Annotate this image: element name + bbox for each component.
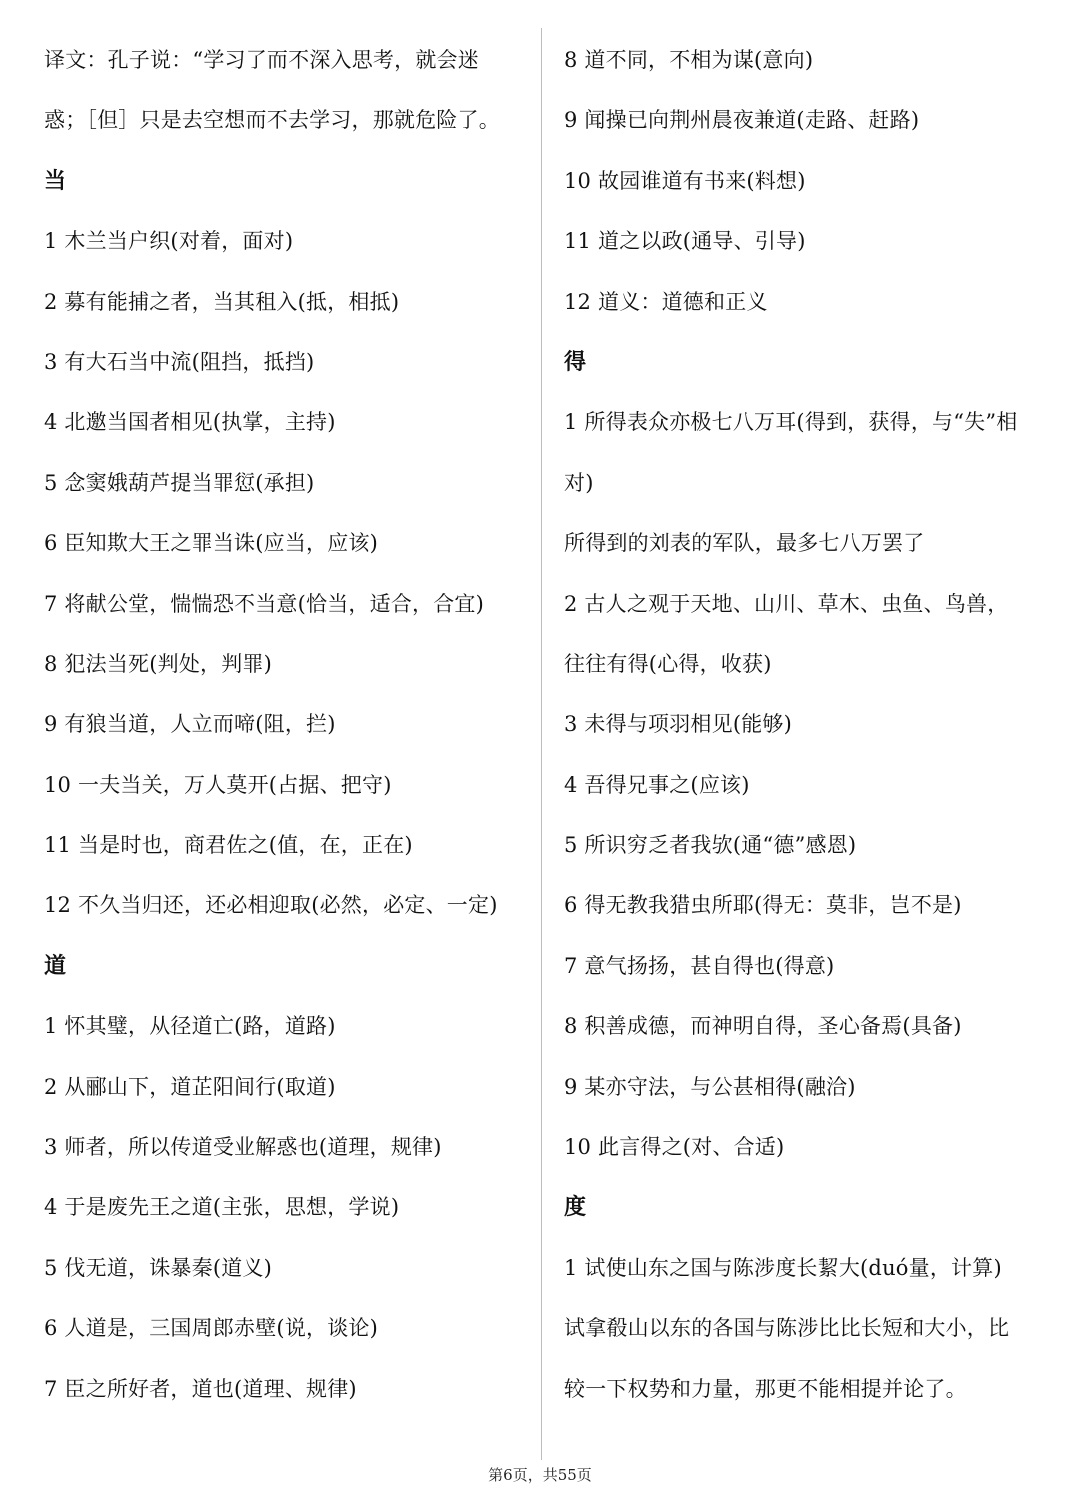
text-line: 2 募有能捕之者，当其租入(抵，相抵) (44, 289, 400, 314)
text-line: 4 北邀当国者相见(执掌，主持) (44, 410, 336, 435)
text-line: 3 未得与项羽相见(能够) (564, 712, 793, 737)
text-line: 8 犯法当死(判处，判罪) (44, 651, 273, 676)
text-line: 7 臣之所好者，道也(道理、规律) (44, 1376, 357, 1401)
text-line: 试拿殽山以东的各国与陈涉比比长短和大小，比 (564, 1316, 1010, 1341)
text-line: 4 于是废先王之道(主张，思想，学说) (44, 1195, 400, 1220)
text-line: 惑；［但］只是去空想而不去学习，那就危险了。 (44, 108, 500, 133)
text-line: 8 道不同，不相为谋(意向) (564, 48, 814, 72)
text-line: 9 某亦守法，与公甚相得(融洽) (564, 1074, 856, 1099)
text-line: 2 从郦山下，道芷阳间行(取道) (44, 1074, 336, 1099)
text-line: 9 有狼当道，人立而啼(阻，拦) (44, 712, 336, 737)
text-line: 所得到的刘表的军队，最多七八万罢了 (564, 531, 925, 556)
text-line: 10 一夫当关，万人莫开(占据、把守) (44, 772, 392, 797)
text-line: 3 有大石当中流(阻挡，抵挡) (44, 349, 315, 374)
text-line: 11 道之以政(通导、引导) (564, 229, 806, 254)
text-line: 6 得无教我猎虫所耶(得无：莫非，岂不是) (564, 893, 962, 918)
text-line: 1 所得表众亦极七八万耳(得到，获得，与“失”相 (564, 410, 1018, 435)
text-line: 5 所识穷乏者我欤(通“德”感恩) (564, 833, 857, 858)
section-heading-dang: 当 (44, 167, 67, 194)
text-line: 7 将献公堂，惴惴恐不当意(恰当，适合，合宜) (44, 591, 485, 616)
text-line: 1 木兰当户织(对着，面对) (44, 229, 294, 254)
text-line: 5 伐无道，诛暴秦(道义) (44, 1255, 273, 1280)
text-line: 10 此言得之(对、合适) (564, 1135, 785, 1160)
text-line: 3 师者，所以传道受业解惑也(道理，规律) (44, 1135, 442, 1160)
text-line: 5 念窦娥葫芦提当罪愆(承担) (44, 470, 315, 495)
text-line: 2 古人之观于天地、山川、草木、虫鱼、鸟兽， (564, 591, 1009, 616)
text-line: 译文：孔子说：“学习了而不深入思考，就会迷 (44, 48, 479, 72)
section-heading-de: 得 (564, 348, 587, 375)
text-line: 往往有得(心得，收获) (564, 651, 772, 676)
text-line: 12 不久当归还，还必相迎取(必然，必定、一定) (44, 893, 498, 918)
left-column (44, 30, 534, 1419)
section-heading-dao: 道 (44, 952, 67, 979)
text-line: 1 试使山东之国与陈涉度长絜大(duó量，计算) (564, 1255, 1002, 1280)
text-line: 10 故园谁道有书来(料想) (564, 168, 806, 193)
text-line: 较一下权势和力量，那更不能相提并论了。 (564, 1376, 967, 1401)
text-line: 4 吾得兄事之(应该) (564, 772, 750, 797)
text-line: 对) (564, 470, 594, 495)
text-line: 1 怀其璧，从径道亡(路，道路) (44, 1014, 336, 1039)
page-number-footer: 第6页，共55页 (488, 1466, 592, 1484)
text-line: 9 闻操已向荆州晨夜兼道(走路、赶路) (564, 108, 920, 133)
text-line: 8 积善成德，而神明自得，圣心备焉(具备) (564, 1014, 962, 1039)
text-line: 6 臣知欺大王之罪当诛(应当，应该) (44, 531, 379, 556)
text-line: 11 当是时也，商君佐之(值，在，正在) (44, 833, 413, 858)
right-column (564, 30, 1054, 1419)
text-line: 6 人道是，三国周郎赤壁(说，谈论) (44, 1316, 379, 1341)
text-line: 12 道义：道德和正义 (564, 289, 768, 314)
text-line: 7 意气扬扬，甚自得也(得意) (564, 953, 835, 978)
section-heading-du: 度 (564, 1194, 587, 1221)
column-divider (541, 28, 542, 1460)
